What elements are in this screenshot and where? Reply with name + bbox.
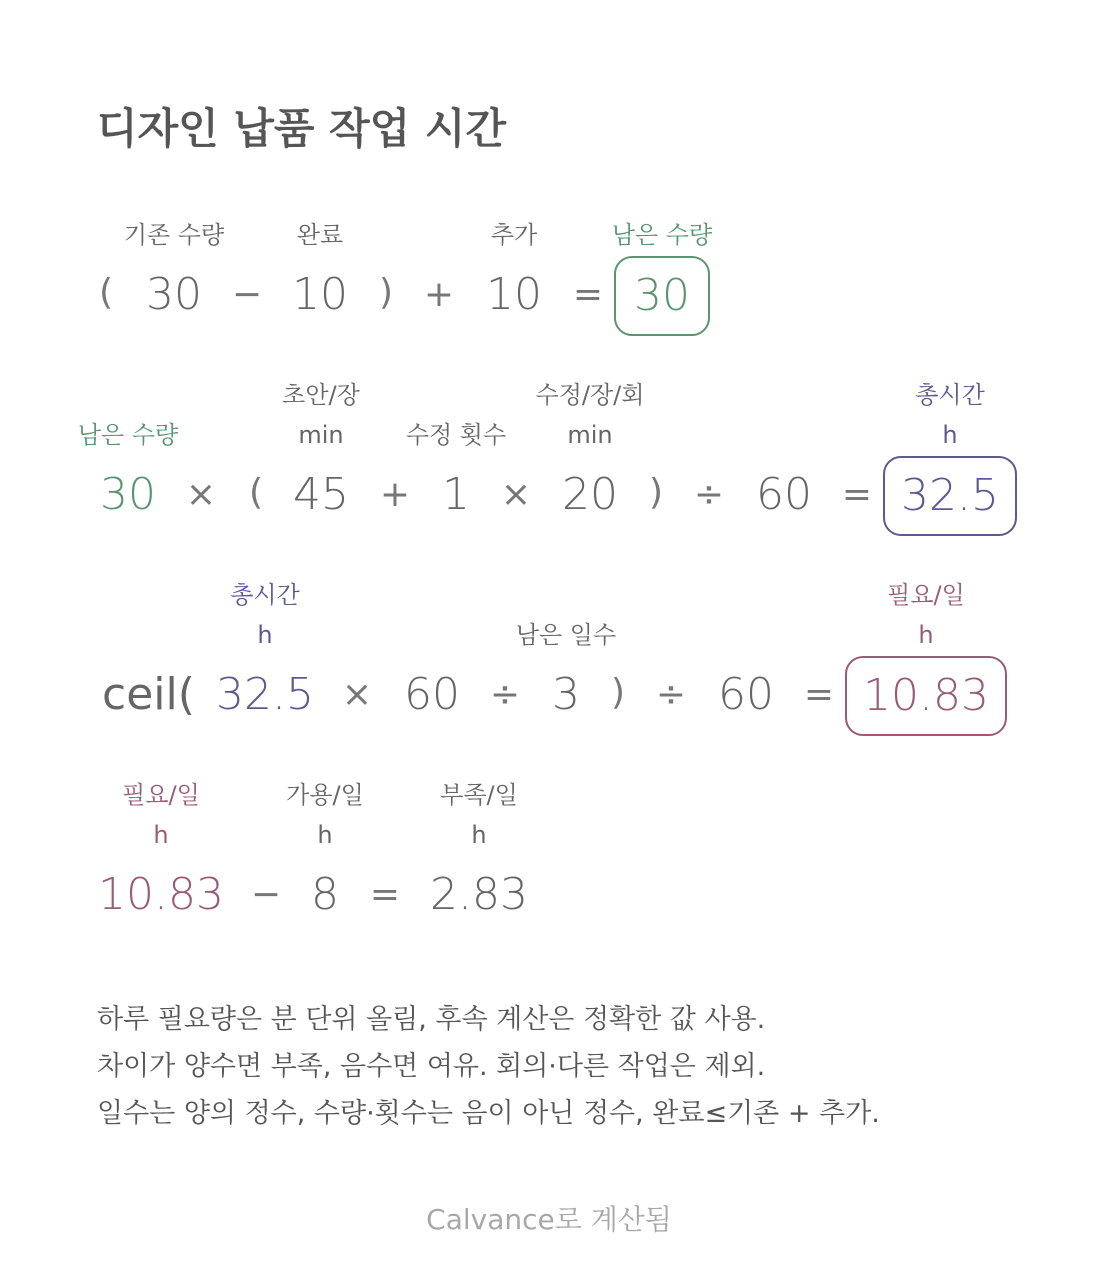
label-shortfall-per-day: 부족/일 [440, 781, 518, 809]
unit-total-hours: h [257, 621, 273, 649]
unit-available-per-day: h [317, 821, 333, 849]
plus-operator: + [379, 474, 411, 515]
value-shortfall-per-day: 2.83 [430, 869, 528, 920]
value-base-quantity: 30 [146, 269, 202, 320]
right-paren: ) [378, 272, 394, 313]
label-total-hours: 총시간 [915, 381, 985, 409]
right-paren: ) [648, 472, 664, 513]
value-remaining-days: 3 [552, 669, 580, 720]
value-draft-minutes: 45 [293, 469, 349, 520]
label-remaining-quantity: 남은 수량 [77, 421, 179, 449]
value-revision-count: 1 [442, 469, 470, 520]
value-sixty: 60 [404, 669, 460, 720]
label-draft-per-page: 초안/장 [282, 381, 360, 409]
result-remaining-quantity: 30 [614, 256, 710, 336]
times-operator: × [341, 674, 373, 715]
minus-operator: − [250, 874, 282, 915]
label-total-hours: 총시간 [230, 581, 300, 609]
footer-credit: Calvance로 계산됨 [426, 1203, 672, 1236]
label-remaining-days: 남은 일수 [515, 621, 617, 649]
unit-revision-min: min [567, 421, 613, 449]
equals-sign: = [803, 674, 835, 715]
unit-draft-min: min [298, 421, 344, 449]
note-line: 하루 필요량은 분 단위 올림, 후속 계산은 정확한 값 사용. [97, 1004, 766, 1035]
unit-required-per-day: h [153, 821, 169, 849]
equation-shortfall-per-day [0, 775, 1098, 920]
equation-remaining-quantity [0, 215, 1098, 355]
label-added: 추가 [490, 221, 538, 249]
page-title: 디자인 납품 작업 시간 [97, 104, 507, 153]
equation-total-hours [0, 375, 1098, 521]
unit-required-per-day: h [918, 621, 934, 649]
equation-hours-per-day [0, 575, 1098, 721]
result-required-per-day: 10.83 [845, 656, 1007, 736]
right-paren: ) [610, 672, 626, 713]
value-revision-minutes: 20 [562, 469, 618, 520]
note-line: 일수는 양의 정수, 수량·횟수는 음이 아닌 정수, 완료≤기존 + 추가. [97, 1098, 880, 1129]
label-base-quantity: 기존 수량 [123, 221, 225, 249]
value-completed: 10 [292, 269, 348, 320]
equals-sign: = [572, 274, 604, 315]
value-sixty: 60 [756, 469, 812, 520]
result-total-hours: 32.5 [883, 456, 1017, 536]
minus-operator: − [231, 274, 263, 315]
value-remaining-quantity: 30 [100, 469, 156, 520]
unit-total-hours: h [942, 421, 958, 449]
divide-operator: ÷ [693, 474, 725, 515]
divide-operator: ÷ [489, 674, 521, 715]
value-required-per-day: 10.83 [98, 869, 224, 920]
divide-operator: ÷ [655, 674, 687, 715]
label-required-per-day: 필요/일 [887, 581, 965, 609]
ceil-function: ceil( [102, 669, 195, 720]
label-available-per-day: 가용/일 [286, 781, 364, 809]
unit-shortfall-per-day: h [471, 821, 487, 849]
label-required-per-day: 필요/일 [122, 781, 200, 809]
note-line: 차이가 양수면 부족, 음수면 여유. 회의·다른 작업은 제외. [97, 1051, 766, 1082]
equals-sign: = [369, 874, 401, 915]
equals-sign: = [841, 474, 873, 515]
label-revision-count: 수정 횟수 [405, 421, 507, 449]
notes [97, 996, 880, 1137]
label-remaining-quantity: 남은 수량 [611, 221, 713, 249]
label-completed: 완료 [296, 221, 344, 249]
value-available-per-day: 8 [311, 869, 339, 920]
left-paren: ( [98, 272, 114, 313]
label-revision-per-page: 수정/장/회 [535, 381, 645, 409]
left-paren: ( [248, 472, 264, 513]
times-operator: × [500, 474, 532, 515]
times-operator: × [185, 474, 217, 515]
value-total-hours: 32.5 [216, 669, 314, 720]
plus-operator: + [423, 274, 455, 315]
value-added: 10 [486, 269, 542, 320]
value-sixty: 60 [718, 669, 774, 720]
